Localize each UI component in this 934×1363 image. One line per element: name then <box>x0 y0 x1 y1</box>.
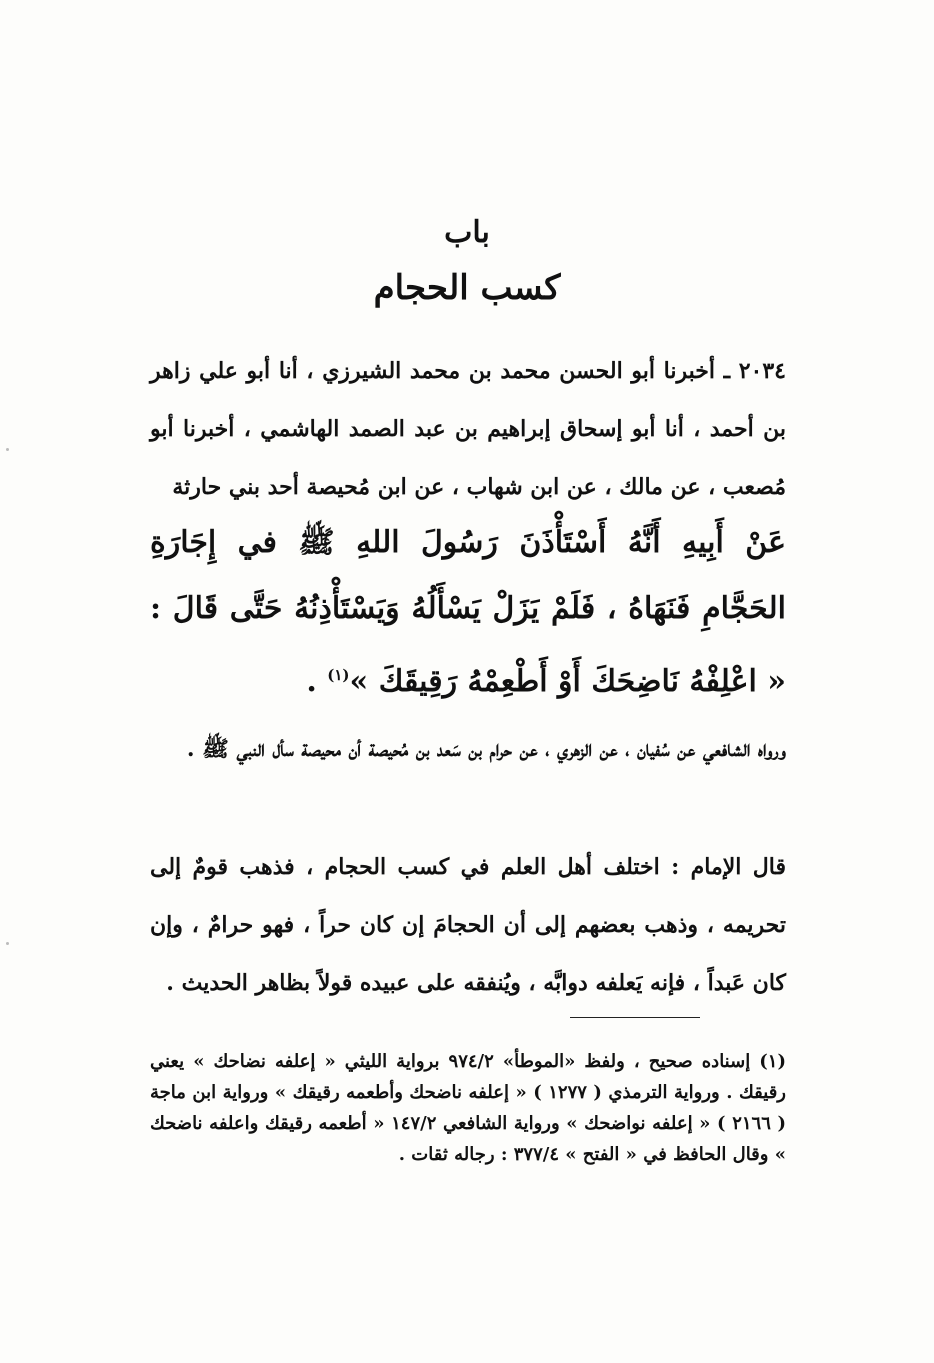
footnote-marker: (١) <box>327 666 350 684</box>
alternate-narration: ورواه الشافعي عن سُفيان ، عن الزهري ، عن حرام بن سَعد بن مُحيصة أن محيصة سأل النبي ﷺ . <box>186 736 786 762</box>
chapter-title: كسب الحجام <box>373 268 561 308</box>
scan-edge-mark <box>6 942 9 945</box>
hadith-matn-end: . <box>306 664 328 699</box>
hadith-matn-paragraph <box>150 510 786 715</box>
footnote: (١) إسناده صحيح ، ولفظ «الموطأ» ٩٧٤/٢ برواية الليثي « إعلفه نضاحك » يعني رقيقك . ورواية الترمذي ( ١٢٧٧ ) « إعلفه ناضحك وأطعمه رقيقك » ورواية ابن ماجة ( ٢١٦٦ ) « إعلفه نواضحك » ورواية الشافعي ١٤٧/٢ « أطعمه رقيقك واعلفه ناضحك » وقال الحافظ في « الفتح » ٣٧٧/٤ : رجاله ثقات . <box>150 1051 786 1165</box>
section-label: باب <box>444 215 490 250</box>
footnote-divider <box>570 1017 700 1018</box>
scan-edge-mark <box>6 448 9 451</box>
imam-commentary: قال الإمام : اختلف أهل العلم في كسب الحجام ، فذهب قومٌ إلى تحريمه ، وذهب بعضهم إلى أن الحجامَ إن كان حراً ، فهو حرامٌ ، وإن كان عَبداً ، فإنه يَعلفه دوابَّه ، ويُنفقه على عبيده قولاً بظاهر الحديث . <box>150 854 786 996</box>
hadith-isnad: ٢٠٣٤ ـ أخبرنا أبو الحسن محمد بن محمد الشيرزي ، أنا أبو علي زاهر بن أحمد ، أنا أبو إسحاق إبراهيم بن عبد الصمد الهاشمي ، أخبرنا أبو مُصعب ، عن مالك ، عن ابن شهاب ، عن ابن مُحيصة أحد بني حارثة <box>150 358 786 500</box>
hadith-matn: عَنْ أَبِيهِ أَنَّهُ أَسْتَأْذَنَ رَسُولَ اللهِ ﷺ في إِجَارَةِ الحَجَّامِ فَنَهَاهُ ، فَلَمْ يَزَلْ يَسْأَلُهُ وَيَسْتَأْذِنُهُ حَتَّى قَالَ : « اعْلِفْهُ نَاضِحَكَ أَوْ أَطْعِمْهُ رَقِيقَكَ » <box>150 525 786 699</box>
